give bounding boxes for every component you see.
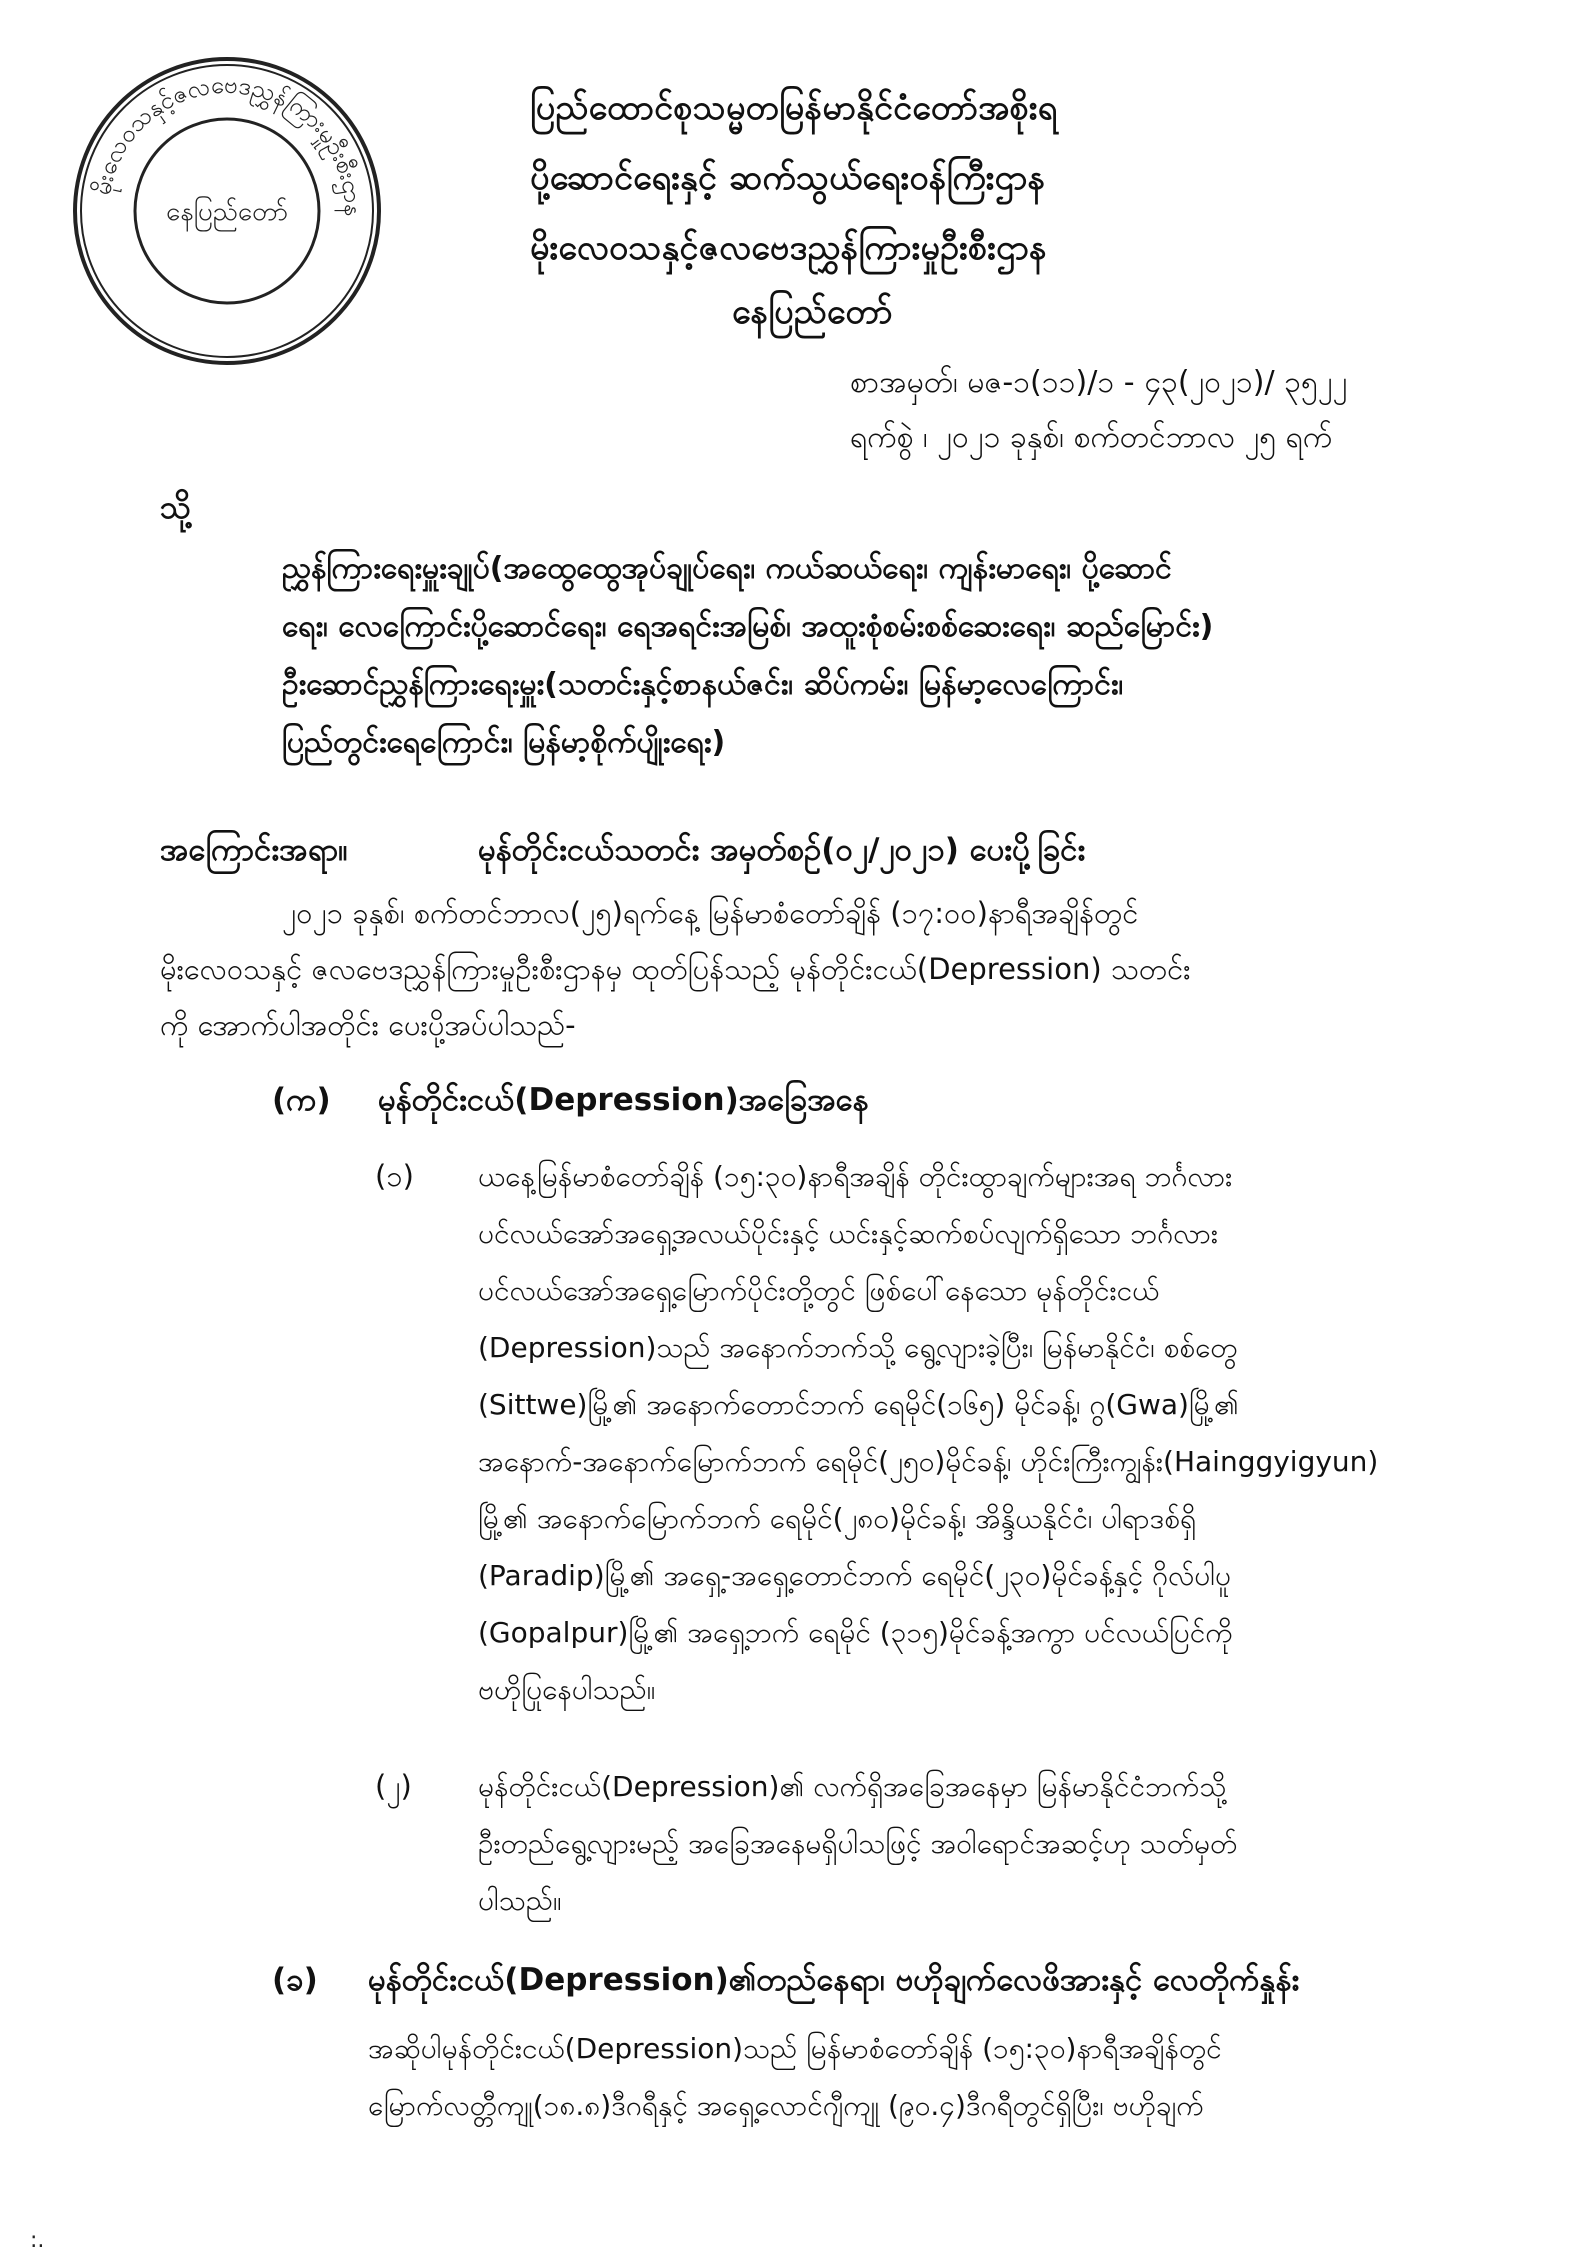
header-department: မိုးလေဝသနှင့်ဇလဗေဒညွှန်ကြားမှုဦးစီးဌာန — [530, 228, 1048, 268]
paragraph-line: ဗဟိုပြုနေပါသည်။ — [478, 1673, 656, 1706]
seal-center-text: နေပြည်တော် — [165, 197, 289, 227]
recipient-line: ညွှန်ကြားရေးမှူးချုပ်(အထွေထွေအုပ်ချုပ်ရေး၊ ကယ်ဆယ်ရေး၊ ကျန်းမာရေး၊ ပို့ဆောင် — [282, 551, 1172, 586]
letter-date: ရက်စွဲ ၊ ၂၀၂၁ ခုနှစ်၊ စက်တင်ဘာလ ၂၅ ရက် — [850, 420, 1333, 455]
header-ministry: ပို့ဆောင်ရေးနှင့် ဆက်သွယ်ရေးဝန်ကြီးဌာန — [530, 158, 1046, 198]
paragraph-line: အနောက်-အနောက်မြောက်ဘက် ရေမိုင်(၂၅၀)မိုင်ခန့်၊ ဟိုင်းကြီးကျွန်း(Hainggyigyun) — [478, 1445, 1379, 1478]
item-2-paragraph — [478, 1758, 1488, 1929]
section-kha-title: မုန်တိုင်းငယ်(Depression)၏တည်နေရာ၊ ဗဟိုချက်လေဖိအားနှင့် လေတိုက်နှုန်း — [368, 1962, 1300, 1998]
paragraph-line: အဆိုပါမုန်တိုင်းငယ်(Depression)သည် မြန်မာစံတော်ချိန် (၁၅:၃၀)နာရီအချိန်တွင် — [368, 2032, 1222, 2065]
paragraph-line: ယနေ့မြန်မာစံတော်ချိန် (၁၅:၃၀)နာရီအချိန် တိုင်းထွာချက်များအရ ဘင်္ဂလား — [478, 1160, 1233, 1193]
intro-line: ကို အောက်ပါအတိုင်း ပေးပို့အပ်ပါသည်- — [160, 1008, 576, 1042]
paragraph-line: ပင်လယ်အော်အရှေ့အလယ်ပိုင်းနှင့် ယင်းနှင့်ဆက်စပ်လျက်ရှိသော ဘင်္ဂလား — [478, 1217, 1219, 1250]
subject-text: မုန်တိုင်းငယ်သတင်း အမှတ်စဉ်(၀၂/၂၀၂၁) ပေးပို့ခြင်း — [478, 832, 1086, 868]
subject-label: အကြောင်းအရာ။ — [160, 832, 348, 868]
item-1-paragraph — [478, 1148, 1488, 1718]
intro-line: ၂၀၂၁ ခုနှစ်၊ စက်တင်ဘာလ(၂၅)ရက်နေ့ မြန်မာစံတော်ချိန် (၁၇:၀၀)နာရီအချိန်တွင် — [282, 896, 1139, 930]
page-corner-mark: :. — [30, 2228, 45, 2253]
official-seal — [68, 52, 386, 370]
paragraph-line: ဦးတည်ရွေ့လျားမည့် အခြေအနေမရှိပါသဖြင့် အဝါရောင်အဆင့်ဟု သတ်မှတ် — [478, 1827, 1238, 1860]
paragraph-line: (Depression)သည် အနောက်ဘက်သို့ ရွေ့လျားခဲ့ပြီး၊ မြန်မာနိုင်ငံ၊ စစ်တွေ — [478, 1331, 1238, 1364]
paragraph-line: (Paradip)မြို့၏ အရှေ့-အရှေ့တောင်ဘက် ရေမိုင်(၂၃၀)မိုင်ခန့်နှင့် ဂိုလ်ပါပူ — [478, 1559, 1232, 1592]
header-government: ပြည်ထောင်စုသမ္မတမြန်မာနိုင်ငံတော်အစိုးရ — [530, 88, 1058, 128]
paragraph-line: မြောက်လတ္တီကျု(၁၈.၈)ဒီဂရီနှင့် အရှေ့လောင်ဂျီကျု (၉၀.၄)ဒီဂရီတွင်ရှိပြီး၊ ဗဟိုချက် — [368, 2089, 1204, 2122]
section-kha-marker: (ခ) — [272, 1962, 318, 1998]
paragraph-line: (Gopalpur)မြို့၏ အရှေ့ဘက် ရေမိုင် (၃၁၅)မိုင်ခန့်အကွာ ပင်လယ်ပြင်ကို — [478, 1616, 1233, 1649]
paragraph-line: (Sittwe)မြို့၏ အနောက်တောင်ဘက် ရေမိုင်(၁၆၅) မိုင်ခန့်၊ ဂွ(Gwa)မြို့၏ — [478, 1388, 1239, 1421]
header-city: နေပြည်တော် — [732, 292, 893, 332]
intro-line: မိုးလေဝသနှင့် ဇလဗေဒညွှန်ကြားမှုဦးစီးဌာနမှ ထုတ်ပြန်သည့် မုန်တိုင်းငယ်(Depression) သတင်း — [160, 952, 1191, 986]
recipients-block — [282, 540, 1213, 772]
paragraph-line: ပါသည်။ — [478, 1884, 562, 1917]
letter-number: စာအမှတ်၊ မဇ-၁(၁၁)/၁ - ၄၃(၂၀၂၁)/ ၃၅၂၂ — [850, 365, 1348, 400]
section-ka-title: မုန်တိုင်းငယ်(Depression)အခြေအနေ — [378, 1082, 869, 1118]
to-label: သို့ — [160, 488, 191, 526]
paragraph-line: မုန်တိုင်းငယ်(Depression)၏ လက်ရှိအခြေအနေမှာ မြန်မာနိုင်ငံဘက်သို့ — [478, 1770, 1227, 1803]
section-kha-paragraph — [368, 2020, 1488, 2134]
recipient-line: ရေး၊ လေကြောင်းပို့ဆောင်ရေး၊ ရေအရင်းအမြစ်၊ အထူးစုံစမ်းစစ်ဆေးရေး၊ ဆည်မြောင်း) — [282, 609, 1214, 644]
paragraph-line: ပင်လယ်အော်အရှေ့မြောက်ပိုင်းတို့တွင် ဖြစ်ပေါ်နေသော မုန်တိုင်းငယ် — [478, 1274, 1160, 1307]
recipient-line: ဦးဆောင်ညွှန်ကြားရေးမှူး(သတင်းနှင့်စာနယ်ဇင်း၊ ဆိပ်ကမ်း၊ မြန်မာ့လေကြောင်း၊ — [282, 667, 1124, 702]
recipient-line: ပြည်တွင်းရေကြောင်း၊ မြန်မာ့စိုက်ပျိုးရေး) — [282, 725, 726, 760]
item-2-number: (၂) — [375, 1769, 412, 1803]
paragraph-line: မြို့၏ အနောက်မြောက်ဘက် ရေမိုင်(၂၈၀)မိုင်ခန့်၊ အိန္ဒိယနိုင်ငံ၊ ပါရာဒစ်ရှိ — [478, 1502, 1197, 1535]
item-1-number: (၁) — [375, 1159, 414, 1193]
section-ka-marker: (က) — [272, 1082, 331, 1118]
seal-ring-text: မိုးလေဝသနှင့်ဇလဗေဒညွှန်ကြားမှုဦးစီးဌာန — [87, 70, 368, 217]
